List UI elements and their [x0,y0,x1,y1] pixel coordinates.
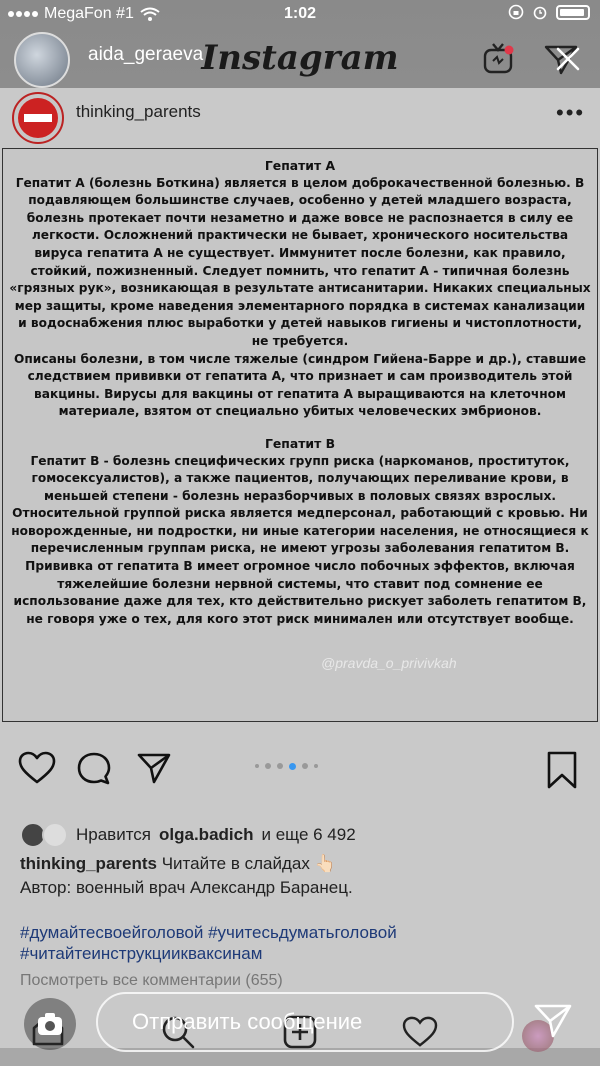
hashtags-line-2[interactable]: #читайтеинструкциикваксинам [20,944,263,963]
post-card [0,88,600,1048]
post-header [0,88,600,140]
more-options-icon[interactable]: ••• [556,100,586,125]
instagram-logo: Instagram [201,38,399,78]
hashtags-line-1[interactable]: #думайтесвоейголовой #учитесьдуматьголовой [20,923,397,942]
post-actions-bar [0,743,600,793]
caption-author[interactable]: thinking_parents [20,854,157,873]
article-text [3,149,597,634]
rotation-lock-icon [508,4,524,20]
status-bar [0,0,600,30]
hepatitis-b-title: Гепатит В [264,435,336,451]
carousel-dot [314,764,318,768]
story-camera-button[interactable] [24,998,76,1050]
post-caption [20,852,580,900]
send-icon[interactable] [533,1002,573,1040]
caption-text: Читайте в слайдах 👆🏻 [161,854,336,873]
carousel-dot [255,764,259,768]
carousel-dot [277,763,283,769]
view-all-comments-link[interactable]: Посмотреть все комментарии (655) [20,972,283,989]
post-image-slide[interactable] [2,148,598,722]
battery-icon [556,5,590,20]
carousel-dot [302,763,308,769]
carousel-indicator [255,763,318,770]
carousel-dot [265,763,271,769]
carrier-name: MegaFon #1 [44,5,134,22]
hashtags [20,922,580,964]
likes-count[interactable]: и еще 6 492 [261,825,356,844]
likes-row[interactable] [20,822,356,848]
story-username[interactable]: aida_geraeva [88,44,204,65]
like-heart-icon[interactable] [18,751,56,785]
post-author-name[interactable]: thinking_parents [76,102,201,121]
watermark: @pravda_o_privivkah [321,655,457,671]
close-icon[interactable] [555,46,581,72]
hepatitis-a-paragraph-1: Гепатит А (болезнь Боткина) является в целом доброкачественной болезнью. В подавляющем большинстве случаев, особенно у детей младшего возраста, болезнь протекает почти незаметно и даже вовсе не распознается в силу ее легкости. Осложнений практически не бывает, хронического носительства вируса гепатита А не существует. Иммунитет после болезни, как правило, стойкий, пожизненный. Следует помнить, что гепатит А - типичная болезнь «грязных рук», возникающая в результате антисанитарии. Никаких специальных мер защиты, кроме наведения элементарного порядка в системах канализации и водоснабжения плюс выработки у детей навыков гигиены и чистоплотности, не требуется. [9,175,591,348]
story-header [0,30,600,90]
alarm-icon [532,4,548,20]
hepatitis-a-paragraph-2: Описаны болезни, в том числе тяжелые (синдром Гийена-Барре и др.), ставшие следствием прививки от гепатита А, что признает и сам производитель этой вакцины. Вирусы для вакцины от гепатита А выращиваются на клеточном материале, взятом от специально убитых человеческих эмбрионов. [14,351,586,419]
likes-prefix: Нравится [76,825,152,844]
likes-user[interactable]: olga.badich [159,825,254,844]
post-author-avatar[interactable] [12,92,64,144]
igtv-icon[interactable] [482,42,516,76]
bookmark-icon[interactable] [546,751,578,789]
liker-avatar [42,822,68,848]
share-icon[interactable] [136,751,172,785]
status-icons [508,4,590,20]
caption-line-2: Автор: военный врач Александр Баранец. [20,878,353,897]
clock: 1:02 [283,5,317,22]
reply-message-input[interactable]: Отправить сообщение [96,992,514,1052]
camera-icon [37,1012,63,1036]
carousel-dot [289,763,296,770]
comment-icon[interactable] [76,751,112,787]
hepatitis-a-title: Гепатит А [264,158,336,173]
hepatitis-b-paragraph-2: Прививка от гепатита В имеет огромное число побочных эффектов, включая тяжелейшие болезни нервной системы, что ставит под сомнение ее использование даже для тех, кто действительно рискует заболеть гепатитом В, не говоря уже о тех, для кого этот риск минимален или отсутствует вообще. [13,559,587,626]
hepatitis-b-paragraph-1: Гепатит В - болезнь специфических групп риска (наркоманов, проституток, гомосексуалистов), а также пациентов, получающих переливание крови, в меньшей степени - болезнь неразборчивых в половых связях взрослых. Относительной группой риска является медперсонал, работающий с кровью. Ни новорожденные, ни подростки, ни иные категории населения, не относящиеся к перечисленным группам риска, не имеют угрозы заболевания гепатитом В. [11,453,589,556]
